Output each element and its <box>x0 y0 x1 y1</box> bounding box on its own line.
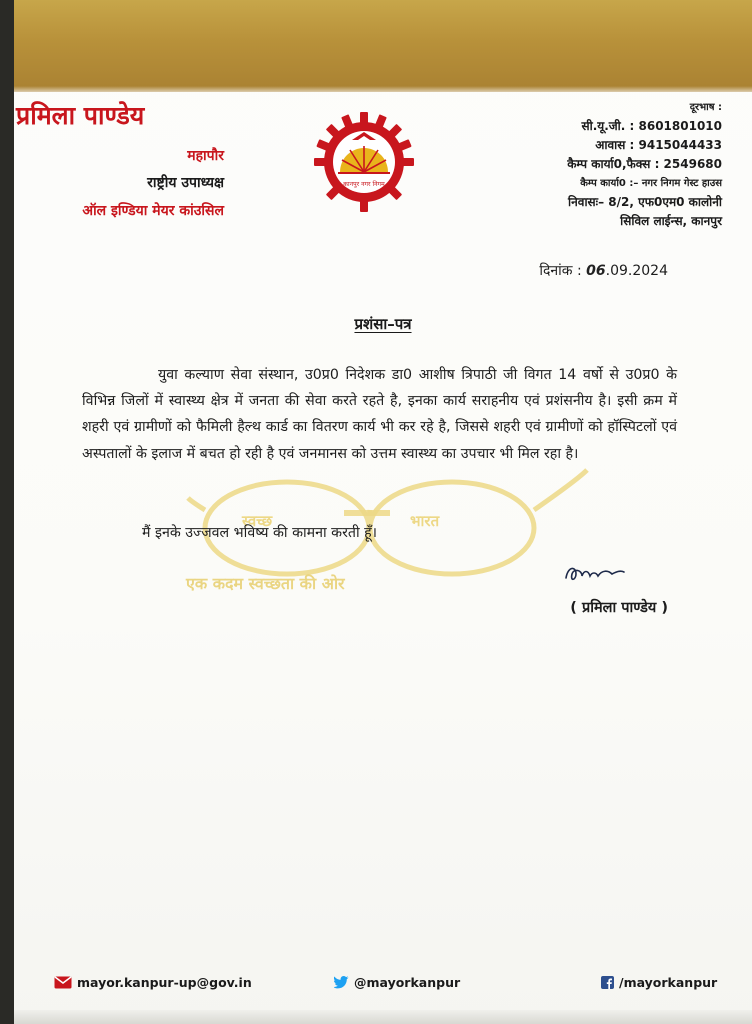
letter-date <box>539 261 668 280</box>
body-paragraph: युवा कल्याण सेवा संस्थान, उ0प्र0 निदेशक डा0 आशीष त्रिपाठी जी विगत 14 वर्षो से उ0प्र0 के विभिन्न जिलों में स्वास्थ्य क्षेत्र में जनता की सेवा करते रहते है, इनका कार्य सराहनीय एवं प्रशंसनीय है। इसी क्रम में शहरी एवं ग्रामीणों को फैमिली हैल्थ कार्ड का वितरण कार्य भी कर रहे है, जिससे शहरी एवं ग्रामीणों को हॉस्पिटलों एवं अस्पतालों के इलाज में बचत हो रही है एवं जनमानस को उत्तम स्वास्थ्य का उपचार भी मिल रहा है। <box>82 367 677 462</box>
residence-address-line2: सिविल लाईन्स, कानपुर <box>620 214 722 228</box>
footer-facebook-text: /mayorkanpur <box>619 975 718 990</box>
mayor-name-heading: प्रमिला पाण्डेय <box>16 101 145 130</box>
logo-text: कानपुर नगर निगम <box>343 181 385 188</box>
twitter-bird-icon <box>334 976 349 989</box>
letter-body <box>82 362 677 467</box>
footer-twitter[interactable] <box>334 975 460 990</box>
date-label: दिनांक : <box>539 263 582 279</box>
footer-twitter-text: @mayorkanpur <box>354 975 461 990</box>
phone-heading: दूरभाष : <box>689 102 722 113</box>
signatory-name: ( प्रमिला पाण्डेय ) <box>570 600 668 616</box>
footer-email[interactable] <box>54 975 252 990</box>
handwritten-signature <box>562 560 628 588</box>
footer-email-text: mayor.kanpur-up@gov.in <box>77 975 252 990</box>
date-day-handwritten: 06 <box>586 263 606 279</box>
watermark-word-1: स्वच्छ <box>242 512 273 530</box>
letter-subject <box>14 314 752 334</box>
letter-page <box>14 0 752 1024</box>
page-bottom-edge <box>14 1010 752 1024</box>
date-month-year: .09.2024 <box>605 263 668 279</box>
kanpur-nagar-nigam-logo <box>312 110 416 214</box>
residence-address-line1: निवासः– 8/2, एफ0एम0 कालोनी <box>568 195 722 209</box>
contact-block <box>442 98 722 231</box>
camp-office-address: कैम्प कार्या0 :– नगर निगम गेस्ट हाउस <box>580 178 722 189</box>
camp-office-fax: कैम्प कार्या0,फैक्स : 2549680 <box>567 157 722 171</box>
facebook-icon <box>601 976 614 989</box>
watermark-slogan: एक कदम स्वच्छता की ओर <box>186 574 345 593</box>
cug-number: सी.यू.जी. : 8601801010 <box>581 119 722 133</box>
footer-facebook[interactable] <box>601 975 717 990</box>
residence-number: आवास : 9415044433 <box>595 138 722 152</box>
watermark-word-2: भारत <box>410 512 440 530</box>
designation-vice-president: राष्ट्रीय उपाध्यक्ष <box>147 175 224 191</box>
letter-footer <box>14 975 752 997</box>
designation-mayor: महापौर <box>187 148 224 164</box>
envelope-icon <box>54 976 72 989</box>
gold-header-band <box>14 0 752 92</box>
closing-line: मैं इनके उज्जवल भविष्य की कामना करती हूँ। <box>142 525 378 541</box>
designation-council: ऑल इण्डिया मेयर कांउसिल <box>82 203 224 219</box>
subject-text: प्रशंसा–पत्र <box>354 315 412 333</box>
